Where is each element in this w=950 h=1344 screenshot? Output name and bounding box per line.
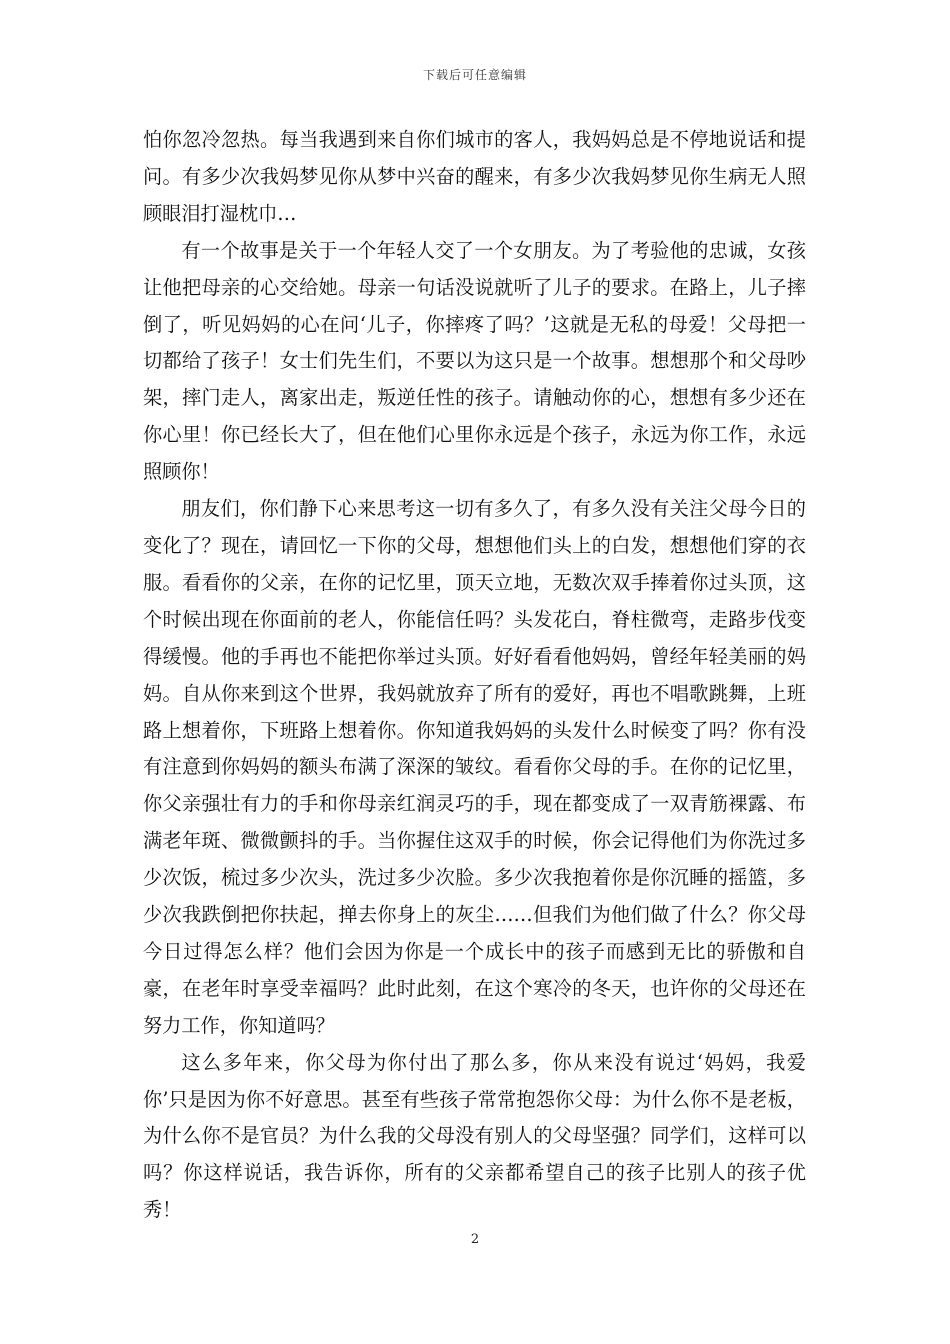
paragraph-3: 朋友们，你们静下心来思考这一切有多久了，有多久没有关注父母今日的变化了？现在，请回忆一下你的父母，想想他们头上的白发，想想他们穿的衣服。看看你的父亲，在你的记忆里，顶天立地，无数次双手捧着你过头顶，这个时候出现在你面前的老人，你能信任吗？头发花白，脊柱微弯，走路步伐变得缓慢。他的手再也不能把你举过头顶。好好看看他妈妈，曾经年轻美丽的妈妈。自从你来到这个世界，我妈就放弃了所有的爱好，再也不唱歌跳舞，上班路上想着你，下班路上想着你。你知道我妈妈的头发什么时候变了吗？你有没有注意到你妈妈的额头布满了深深的皱纹。看看你父母的手。在你的记忆里，你父亲强壮有力的手和你母亲红润灵巧的手，现在都变成了一双青筋裸露、布满老年斑、微微颤抖的手。当你握住这双手的时候，你会记得他们为你洗过多少次饭，梳过多少次头，洗过多少次脸。多少次我抱着你是你沉睡的摇篮，多少次我跌倒把你扶起，掸去你身上的灰尘……但我们为他们做了什么？你父母今日过得怎么样？他们会因为你是一个成长中的孩子而感到无比的骄傲和自豪，在老年时享受幸福吗？此时此刻，在这个寒冷的冬天，也许你的父母还在努力工作，你知道吗？: [143, 497, 806, 1037]
paragraph-1: 怕你忽冷忽热。每当我遇到来自你们城市的客人，我妈妈总是不停地说话和提问。有多少次我妈梦见你从梦中兴奋的醒来，有多少次我妈梦见你生病无人照顾眼泪打湿枕巾…: [143, 128, 806, 225]
paragraph-2: 有一个故事是关于一个年轻人交了一个女朋友。为了考验他的忠诚，女孩让他把母亲的心交给她。母亲一句话没说就听了儿子的要求。在路上，儿子摔倒了，听见妈妈的心在问‘儿子，你摔疼了吗？’这就是无私的母爱！父母把一切都给了孩子！女士们先生们，不要以为这只是一个故事。想想那个和父母吵架，摔门走人，离家出走，叛逆任性的孩子。请触动你的心，想想有多少还在你心里！你已经长大了，但在他们心里你永远是个孩子，永远为你工作，永远照顾你！: [143, 238, 806, 484]
page-number: 2: [470, 1232, 480, 1247]
paragraph-4: 这么多年来，你父母为你付出了那么多，你从来没有说过‘妈妈，我爱你’只是因为你不好意思。甚至有些孩子常常抱怨你父母：为什么你不是老板，为什么你不是官员？为什么我的父母没有别人的父母坚强？同学们，这样可以吗？你这样说话，我告诉你，所有的父亲都希望自己的孩子比别人的孩子优秀！: [143, 1050, 806, 1222]
body-text: [143, 122, 806, 1229]
page-header: 下载后可任意编辑: [422, 68, 527, 82]
